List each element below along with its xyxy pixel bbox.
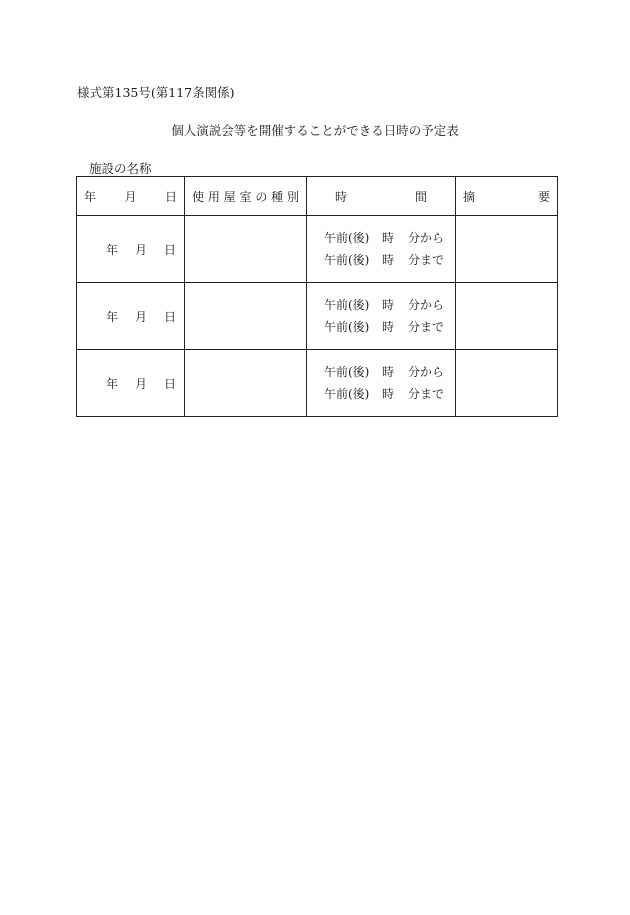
date-day-label: 日 <box>163 376 176 391</box>
time-from-hour: 時 <box>382 231 395 245</box>
date-year-label: 年 <box>105 309 118 324</box>
date-day-label: 日 <box>163 309 176 324</box>
time-from-hour: 時 <box>382 298 395 312</box>
header-room-type-char: 室 <box>239 189 252 204</box>
time-to-ampm: 午前(後) <box>324 387 370 401</box>
header-room-type-char: 使 <box>192 189 205 204</box>
table-row <box>77 283 558 350</box>
header-time-char: 時 <box>335 189 348 204</box>
time-to-ampm: 午前(後) <box>324 253 370 267</box>
time-from-minute: 分から <box>408 298 445 312</box>
time-to-minute: 分まで <box>408 387 445 401</box>
time-from-line <box>324 227 455 249</box>
header-room-type <box>185 177 307 216</box>
time-from-ampm: 午前(後) <box>324 231 370 245</box>
time-from-ampm: 午前(後) <box>324 298 370 312</box>
table-header-row <box>77 177 558 216</box>
remarks-cell[interactable] <box>456 283 558 350</box>
table-row <box>77 350 558 417</box>
time-to-line <box>324 383 455 405</box>
header-remarks-char: 摘 <box>463 189 476 204</box>
date-day-label: 日 <box>163 242 176 257</box>
date-year-label: 年 <box>105 376 118 391</box>
date-cell[interactable] <box>77 350 185 417</box>
time-to-hour: 時 <box>382 253 395 267</box>
header-date <box>77 177 185 216</box>
document-title: 個人演説会等を開催することができる日時の予定表 <box>171 123 459 138</box>
time-to-minute: 分まで <box>408 320 445 334</box>
time-from-minute: 分から <box>408 231 445 245</box>
time-cell[interactable] <box>307 216 456 283</box>
header-room-type-char: 屋 <box>223 189 236 204</box>
time-to-hour: 時 <box>382 387 395 401</box>
date-month-label: 月 <box>134 309 147 324</box>
facility-name-label: 施設の名称 <box>89 161 152 176</box>
header-room-type-char: の <box>255 189 268 204</box>
header-time-char: 間 <box>414 189 427 204</box>
room-type-cell[interactable] <box>185 283 307 350</box>
header-room-type-char: 別 <box>286 189 299 204</box>
header-date-month: 月 <box>124 189 137 204</box>
time-from-line <box>324 361 455 383</box>
time-to-ampm: 午前(後) <box>324 320 370 334</box>
remarks-cell[interactable] <box>456 216 558 283</box>
date-cell[interactable] <box>77 283 185 350</box>
header-remarks <box>456 177 558 216</box>
date-year-label: 年 <box>105 242 118 257</box>
schedule-table <box>76 176 558 417</box>
time-to-line <box>324 316 455 338</box>
form-number: 様式第135号(第117条関係) <box>77 85 235 100</box>
header-date-day: 日 <box>164 189 177 204</box>
date-month-label: 月 <box>134 242 147 257</box>
header-room-type-char: 種 <box>271 189 284 204</box>
date-cell[interactable] <box>77 216 185 283</box>
date-month-label: 月 <box>134 376 147 391</box>
time-cell[interactable] <box>307 350 456 417</box>
header-remarks-char: 要 <box>537 189 550 204</box>
time-from-line <box>324 294 455 316</box>
room-type-cell[interactable] <box>185 350 307 417</box>
time-from-minute: 分から <box>408 365 445 379</box>
header-date-year: 年 <box>84 189 97 204</box>
header-time <box>307 177 456 216</box>
time-from-ampm: 午前(後) <box>324 365 370 379</box>
time-to-line <box>324 249 455 271</box>
time-cell[interactable] <box>307 283 456 350</box>
time-to-hour: 時 <box>382 320 395 334</box>
time-from-hour: 時 <box>382 365 395 379</box>
time-to-minute: 分まで <box>408 253 445 267</box>
table-row <box>77 216 558 283</box>
header-room-type-char: 用 <box>207 189 220 204</box>
room-type-cell[interactable] <box>185 216 307 283</box>
remarks-cell[interactable] <box>456 350 558 417</box>
